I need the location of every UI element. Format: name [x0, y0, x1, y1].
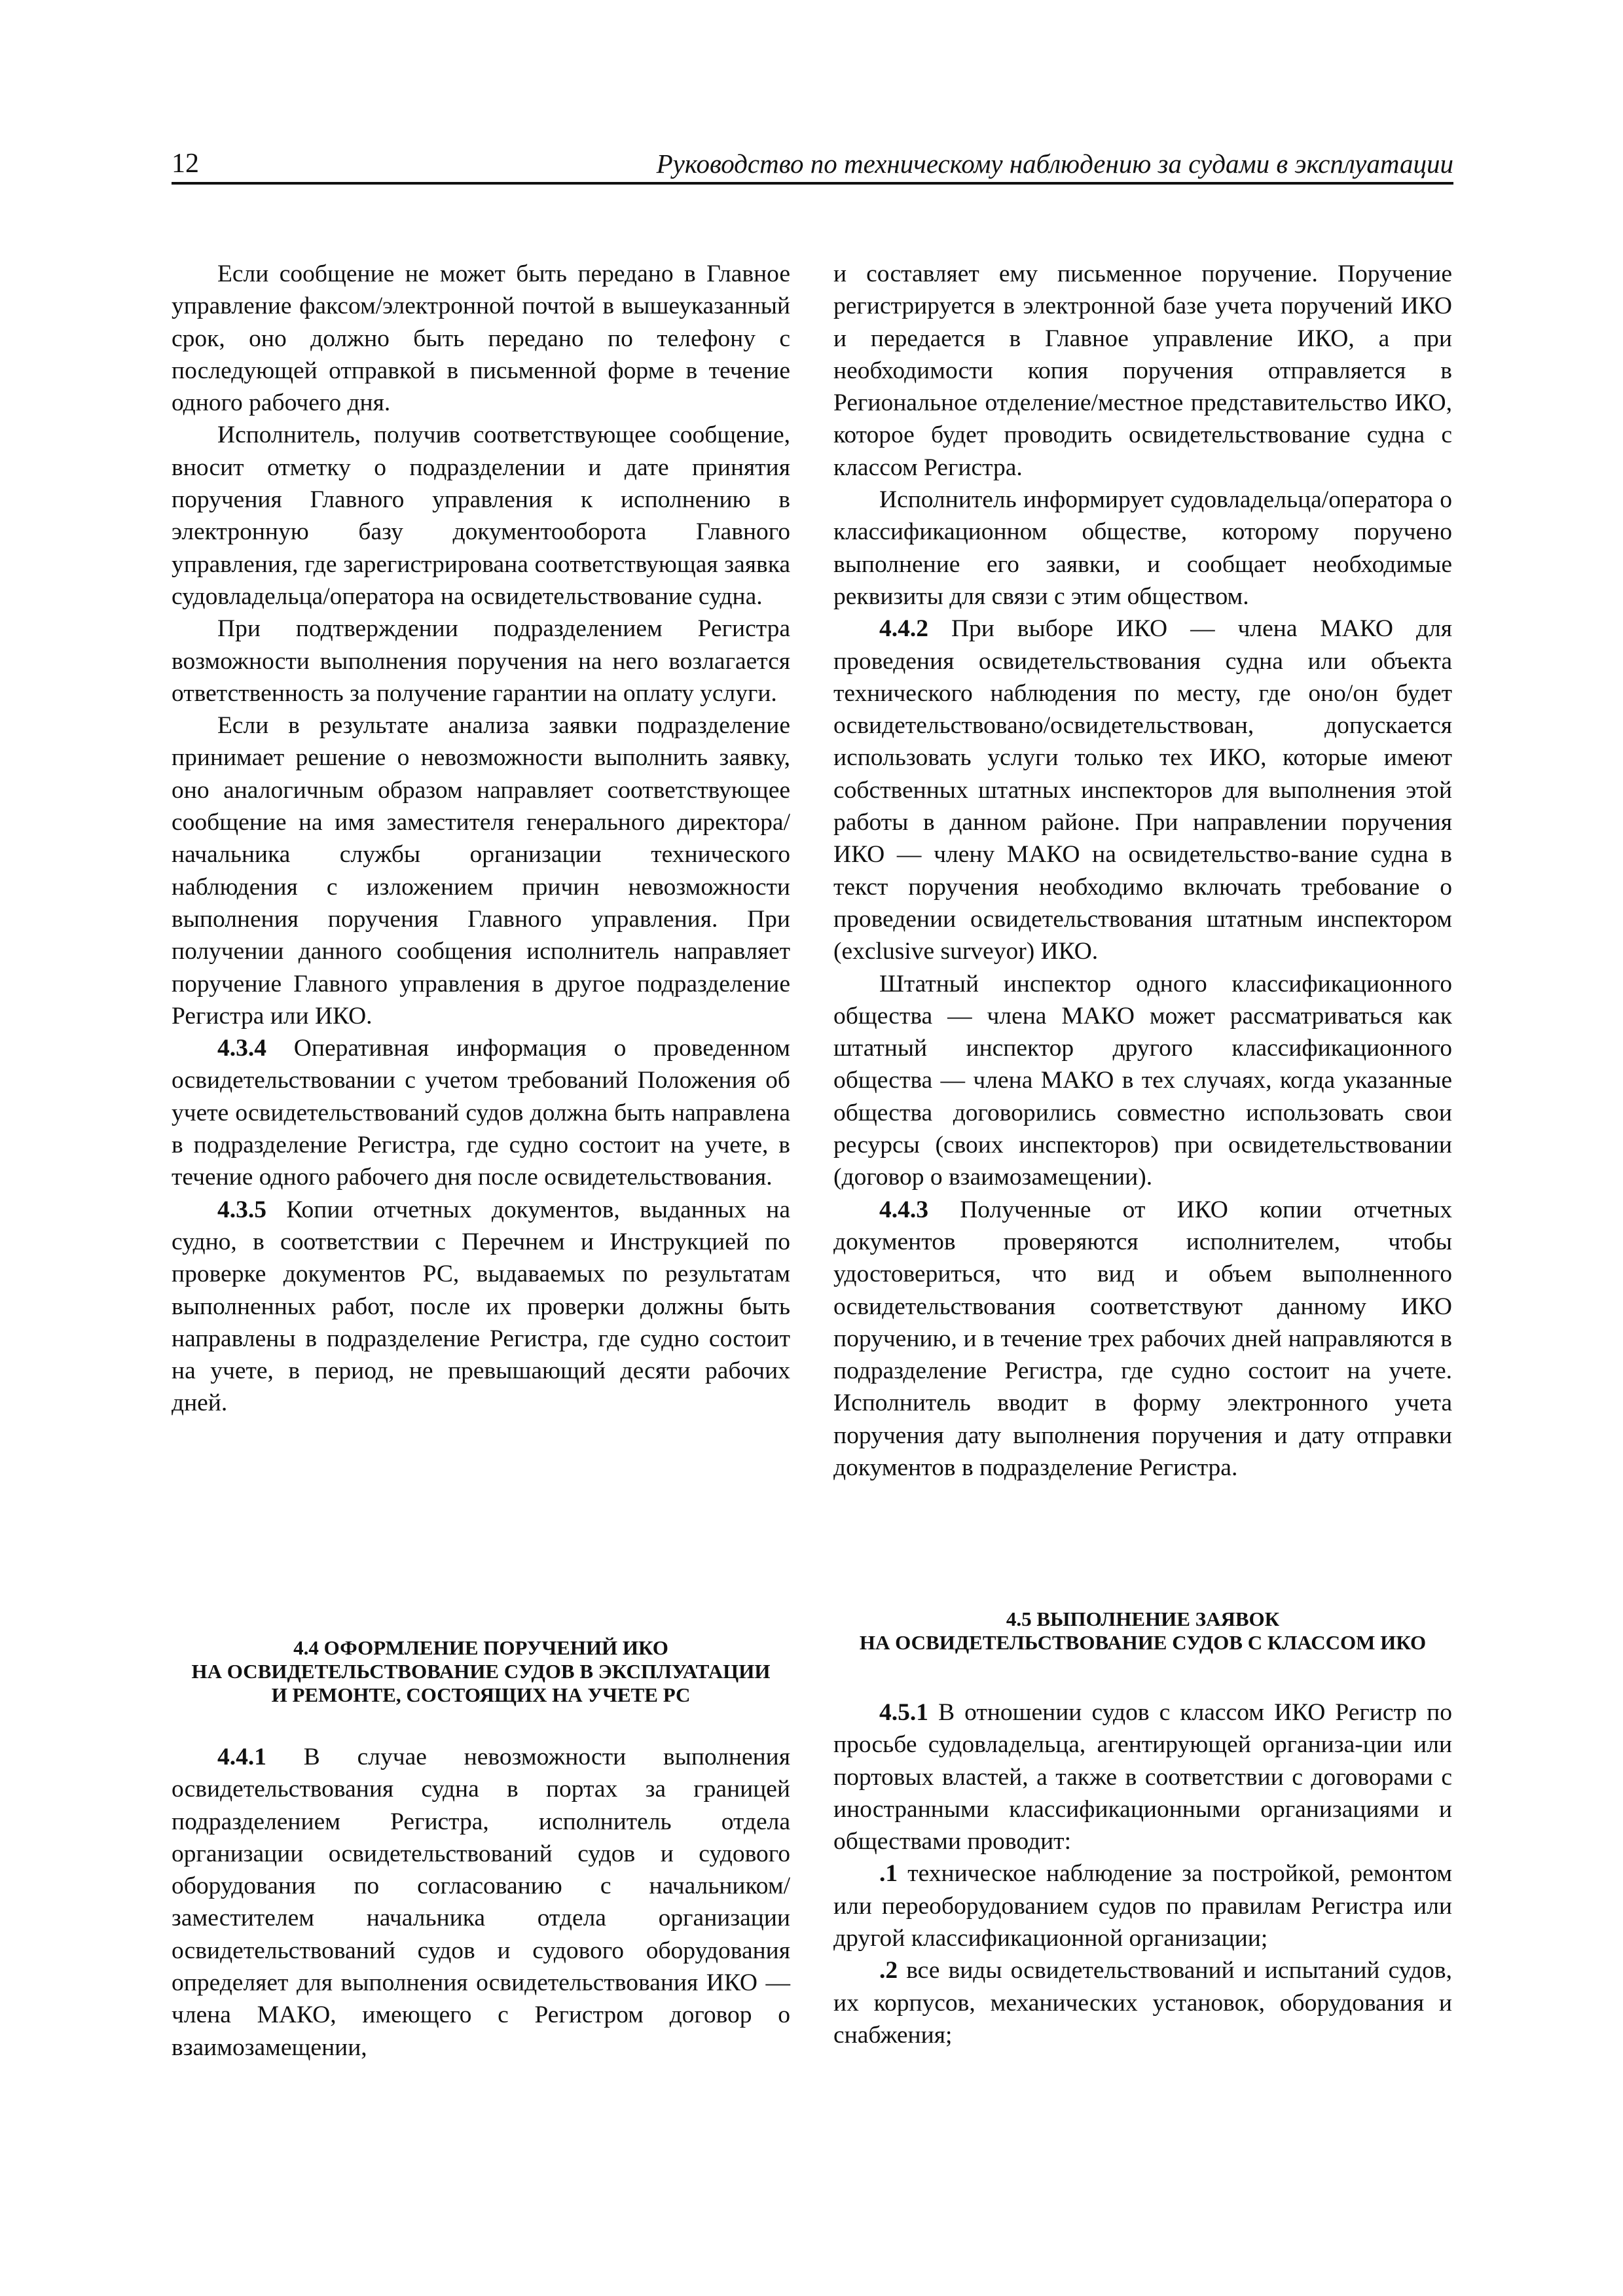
clause-number: 4.4.2	[879, 615, 928, 643]
paragraph-4-4-1: 4.4.1 В случае невозможности выполнения освидетельствования судна в портах за границей подразделением Регистра, исполнитель отдела организации освидетельствований судов и судового оборудования по согласованию с начальником/заместителем начальника отдела организации освидетельствований судов и судового оборудования определяет для выполнения освидетельствования ИКО — члена МАКО, имеющего с Регистром договор о взаимозамещении,	[172, 1744, 790, 2061]
clause-number: 4.3.4	[217, 1035, 266, 1062]
paragraph: Если сообщение не может быть передано в Главное управление факсом/электронной почтой в вышеуказанный срок, оно должно быть передано по телефону с последующей отправкой в письменной форме в течение одного рабочего дня.	[172, 260, 790, 417]
section-heading-4-4: 4.4 ОФОРМЛЕНИЕ ПОРУЧЕНИЙ ИКО НА ОСВИДЕТЕЛЬСТВОВАНИЕ СУДОВ В ЭКСПЛУАТАЦИИ И РЕМОНТЕ, СОСТОЯЩИХ НА УЧЕТЕ РС	[191, 1636, 771, 1706]
running-title: Руководство по техническому наблюдению за судами в эксплуатации	[656, 149, 1453, 179]
page-number: 12	[172, 149, 199, 179]
right-column	[833, 258, 1452, 1484]
list-item-1: .1 техническое наблюдение за постройкой, ремонтом или переоборудованием судов по правилам Регистра или другой классификационной организации;	[833, 1860, 1452, 1952]
paragraph-continued: и составляет ему письменное поручение. Поручение регистрируется в электронной базе учета поручений ИКО и передается в Главное управление ИКО, а при необходимости копия поручения отправляется в Региональное отделение/местное представительство ИКО, которое будет проводить освидетельствование судна с классом Регистра.	[833, 260, 1452, 481]
page-header	[172, 145, 1453, 185]
paragraph-4-4-3: 4.4.3 Полученные от ИКО копии отчетных документов проверяются исполнителем, чтобы удостовериться, что вид и объем выполненного освидетельствования соответствуют данному ИКО поручению, и в течение трех рабочих дней направляются в подразделение Регистра, где судно состоит на учете. Исполнитель вводит в форму электронного учета поручения дату выполнения поручения и дату отправки документов в подразделение Регистра.	[833, 1196, 1452, 1481]
paragraph-4-5-1: 4.5.1 В отношении судов с классом ИКО Регистр по просьбе судовладельца, агентирующей организа-ции или портовых властей, а также в соответствии с договорами с иностранными классификационными организациями и обществами проводит:	[833, 1699, 1452, 1856]
paragraph-4-4-2: 4.4.2 При выборе ИКО — члена МАКО для проведения освидетельствования судна или объекта технического наблюдения по месту, где оно/он будет освидетельствовано/освидетельствован, допускается использовать услуги только тех ИКО, которые имеют собственных штатных инспекторов для выполнения этой работы в данном районе. При направлении поручения ИКО — члену МАКО на освидетельство-вание судна в текст поручения необходимо включать требование о проведении освидетельствования штатным инспектором (exclusive surveyor) ИКО.	[833, 615, 1452, 965]
paragraph-4-3-4: 4.3.4 Оперативная информация о проведенном освидетельствовании с учетом требований Положения об учете освидетельствований судов должна быть направлена в подразделение Регистра, где судно состоит на учете, в течение одного рабочего дня после освидетельствования.	[172, 1035, 790, 1191]
left-column	[172, 258, 790, 1420]
section-heading-4-5: 4.5 ВЫПОЛНЕНИЕ ЗАЯВОК НА ОСВИДЕТЕЛЬСТВОВАНИЕ СУДОВ С КЛАССОМ ИКО	[859, 1607, 1427, 1654]
paragraph: Исполнитель, получив соответствующее сообщение, вносит отметку о подразделении и дате принятия поручения Главного управления к исполнению в электронную базу документооборота Главного управления, где зарегистрирована соответствующая заявка судовладельца/оператора на освидетельствование судна.	[172, 422, 790, 610]
list-item-2: .2 все виды освидетельствований и испытаний судов, их корпусов, механических установок, оборудования и снабжения;	[833, 1957, 1452, 2049]
paragraph: Если в результате анализа заявки подразделение принимает решение о невозможности выполнить заявку, оно аналогичным образом направляет соответствующее сообщение на имя заместителя генерального директора/начальника службы организации технического наблюдения с изложением причин невозможности выполнения поручения Главного управления. При получении данного сообщения исполнитель направляет поручение Главного управления в другое подразделение Регистра или ИКО.	[172, 712, 790, 1030]
section-4-4-body	[172, 1741, 790, 2064]
section-4-5-body	[833, 1696, 1452, 2051]
clause-number: 4.4.3	[879, 1196, 928, 1223]
item-number: .1	[879, 1860, 898, 1888]
paragraph: Исполнитель информирует судовладельца/оператора о классификационном обществе, которому поручено выполнение его заявки, и сообщает необходимые реквизиты для связи с этим обществом.	[833, 486, 1452, 610]
paragraph-4-3-5: 4.3.5 Копии отчетных документов, выданных на судно, в соответствии с Перечнем и Инструкцией по проверке документов РС, выдаваемых по результатам выполненных работ, после их проверки должны быть направлены в подразделение Регистра, где судно состоит на учете, в период, не превышающий десяти рабочих дней.	[172, 1196, 790, 1417]
clause-number: 4.3.5	[217, 1196, 266, 1223]
item-number: .2	[879, 1957, 898, 1984]
clause-number: 4.5.1	[879, 1699, 928, 1726]
paragraph: При подтверждении подразделением Регистра возможности выполнения поручения на него возлагается ответственность за получение гарантии на оплату услуги.	[172, 615, 790, 707]
paragraph: Штатный инспектор одного классификационного общества — члена МАКО может рассматриваться как штатный инспектор другого классификационного общества — члена МАКО в тех случаях, когда указанные общества договорились совместно использовать свои ресурсы (своих инспекторов) при освидетельствовании (договор о взаимозамещении).	[833, 970, 1452, 1191]
clause-number: 4.4.1	[217, 1744, 266, 1770]
